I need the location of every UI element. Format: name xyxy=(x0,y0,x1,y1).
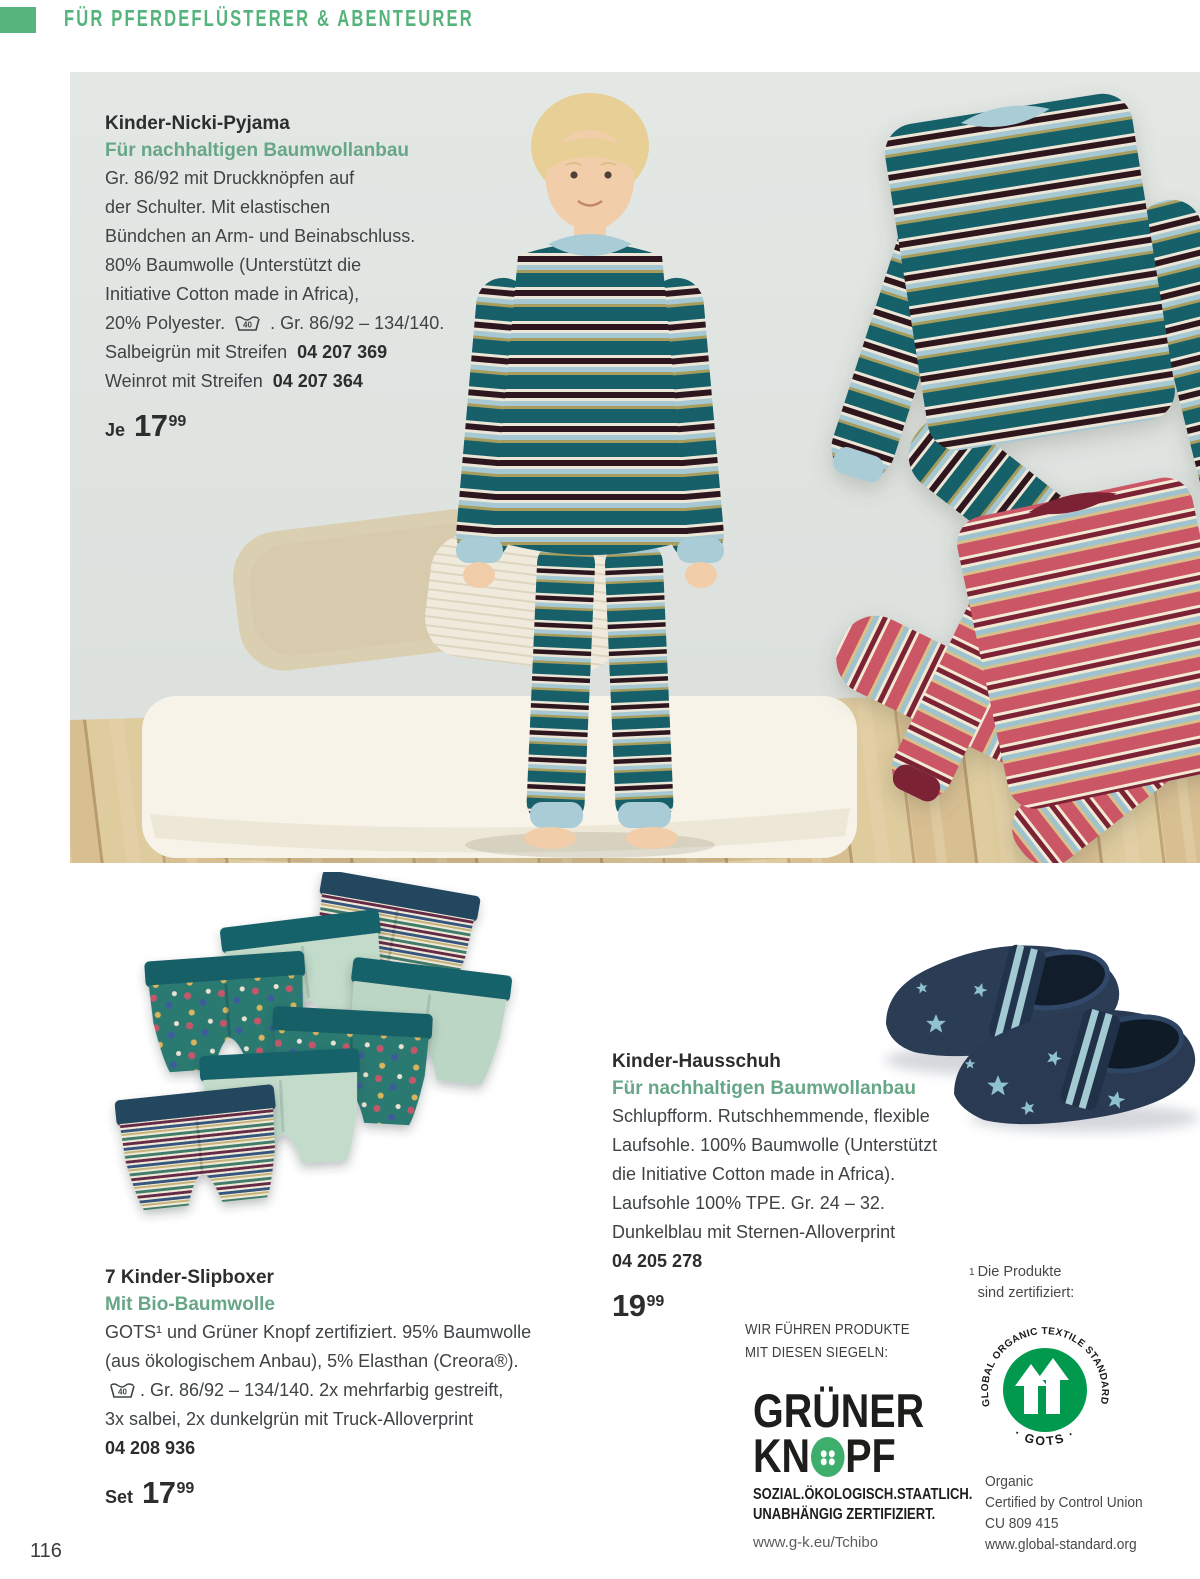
product-title: 7 Kinder-Slipboxer xyxy=(105,1267,274,1288)
gruener-knopf-url: www.g-k.eu/Tchibo xyxy=(753,1534,879,1551)
footnote-line: Die Produkte xyxy=(977,1264,1062,1280)
gruener-knopf-logo xyxy=(753,1384,973,1525)
gots-info-line: Organic xyxy=(985,1474,1034,1490)
wash-40-icon xyxy=(234,314,261,332)
description-line: Initiative Cotton made in Africa), xyxy=(105,284,360,304)
variant-label: Salbeigrün mit Streifen xyxy=(105,342,288,362)
product-title: Kinder-Hausschuh xyxy=(612,1051,781,1072)
article-number: 04 205 278 xyxy=(612,1251,703,1271)
certification-footnote xyxy=(969,1262,1074,1304)
page-number: 116 xyxy=(30,1540,62,1562)
description-line: die Initiative Cotton made in Africa). xyxy=(612,1164,896,1184)
footnote-marker: 1 xyxy=(969,1267,975,1278)
wash-line-pre: 20% Polyester. xyxy=(105,313,226,333)
slipboxer-image xyxy=(100,872,610,1262)
description-line xyxy=(105,309,444,338)
article-number: 04 208 936 xyxy=(105,1438,196,1458)
pyjama-photo xyxy=(70,72,1200,863)
wash-line-post: . Gr. 86/92 – 134/140. 2x mehrfarbig gestreift, xyxy=(140,1380,504,1400)
variant-label: Weinrot mit Streifen xyxy=(105,371,263,391)
gruener-knopf-subline: SOZIAL.ÖKOLOGISCH.STAATLICH. xyxy=(753,1486,973,1503)
article-number: 04 207 364 xyxy=(272,371,363,391)
price-slipboxer xyxy=(105,1475,531,1511)
product-info-slipboxer xyxy=(105,1264,531,1511)
wash-line-post: . Gr. 86/92 – 134/140. xyxy=(270,313,445,333)
svg-text:GLOBAL ORGANIC TEXTILE STANDAR: GLOBAL ORGANIC TEXTILE STANDARD xyxy=(979,1326,1111,1408)
description-line: Gr. 86/92 mit Druckknöpfen auf xyxy=(105,168,355,188)
mattress xyxy=(142,696,857,858)
variant-line xyxy=(105,338,444,367)
price-cents: 99 xyxy=(646,1293,665,1310)
product-info-pyjama xyxy=(105,110,444,444)
seals-heading-line: WIR FÜHREN PRODUKTE xyxy=(745,1321,910,1338)
footnote-line: sind zertifiziert: xyxy=(977,1285,1075,1301)
price-pyjama xyxy=(105,408,444,444)
wash-40-icon xyxy=(109,1381,136,1399)
svg-text:40: 40 xyxy=(118,1387,127,1397)
price-integer: 19 xyxy=(612,1288,646,1323)
gots-info xyxy=(985,1472,1143,1556)
gots-info-line: CU 809 415 xyxy=(985,1516,1059,1532)
boy-pyjama-top xyxy=(492,243,688,555)
description-line: Laufsohle 100% TPE. Gr. 24 – 32. xyxy=(612,1193,885,1213)
svg-text:40: 40 xyxy=(243,320,253,330)
gruener-knopf-word2-post: PF xyxy=(845,1429,896,1482)
page-title: FÜR PFERDEFLÜSTERER & ABENTEURER xyxy=(64,5,474,31)
description-line: Bündchen an Arm- und Beinabschluss. xyxy=(105,226,416,246)
description-line: (aus ökologischem Anbau), 5% Elasthan (Creora®). xyxy=(105,1351,519,1371)
seals-heading xyxy=(745,1318,910,1364)
description-line: Schlupfform. Rutschhemmende, flexible xyxy=(612,1106,930,1126)
description-line: GOTS¹ und Grüner Knopf zertifiziert. 95% Baumwolle xyxy=(105,1322,532,1342)
product-subtitle: Für nachhaltigen Baumwollanbau xyxy=(105,140,410,161)
price-integer: 17 xyxy=(142,1475,176,1510)
price-cents: 99 xyxy=(168,413,187,430)
gots-info-line: Certified by Control Union xyxy=(985,1495,1143,1511)
price-cents: 99 xyxy=(176,1480,195,1497)
product-info-hausschuh xyxy=(612,1048,937,1324)
price-prefix: Je xyxy=(105,420,126,440)
description-line xyxy=(105,1376,531,1405)
description-line: 3x salbei, 2x dunkelgrün mit Truck-Alloverprint xyxy=(105,1409,474,1429)
article-number: 04 207 369 xyxy=(297,342,388,362)
product-subtitle: Mit Bio-Baumwolle xyxy=(105,1294,275,1315)
gots-info-line: www.global-standard.org xyxy=(985,1537,1137,1553)
gruener-knopf-word2-pre: KN xyxy=(753,1429,811,1482)
boxer-striped xyxy=(114,1084,285,1212)
header-accent-square xyxy=(0,7,36,33)
product-subtitle: Für nachhaltigen Baumwollanbau xyxy=(612,1078,917,1099)
svg-text:· GOTS ·: · GOTS · xyxy=(1011,1426,1079,1449)
gruener-knopf-subline: UNABHÄNGIG ZERTIFIZIERT. xyxy=(753,1506,936,1523)
description-line: Dunkelblau mit Sternen-Alloverprint xyxy=(612,1222,896,1242)
price-integer: 17 xyxy=(134,408,168,443)
product-title: Kinder-Nicki-Pyjama xyxy=(105,113,290,134)
button-icon xyxy=(811,1437,845,1477)
price-prefix: Set xyxy=(105,1487,134,1507)
gruener-knopf-word2 xyxy=(753,1429,972,1482)
description-line: Laufsohle. 100% Baumwolle (Unterstützt xyxy=(612,1135,938,1155)
gruener-knopf-word1: GRÜNER xyxy=(753,1384,925,1437)
description-line: 80% Baumwolle (Unterstützt die xyxy=(105,255,362,275)
description-line: der Schulter. Mit elastischen xyxy=(105,197,331,217)
gots-logo xyxy=(975,1318,1115,1464)
seals-heading-line: MIT DIESEN SIEGELN: xyxy=(745,1344,889,1361)
variant-line xyxy=(105,367,444,396)
